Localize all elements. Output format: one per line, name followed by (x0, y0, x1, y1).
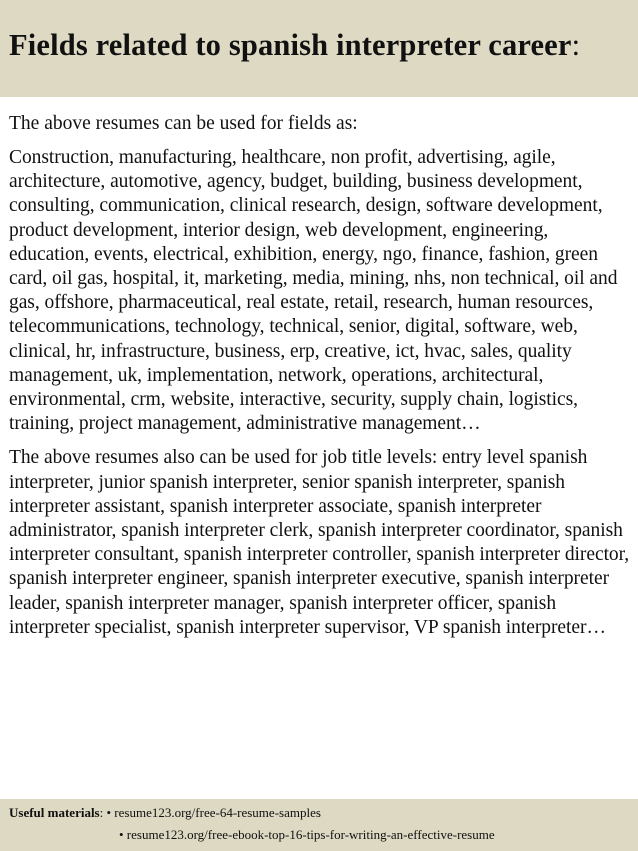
resource-link-ebook[interactable]: • resume123.org/free-ebook-top-16-tips-for-writing-an-effective-resume (119, 827, 495, 842)
footer-row (9, 802, 321, 824)
label-separator: : (99, 805, 107, 820)
useful-materials-footer (0, 799, 638, 851)
page-title (9, 26, 638, 64)
page-title-text: Fields related to spanish interpreter career (9, 28, 572, 62)
useful-materials-label: Useful materials (9, 805, 100, 820)
fields-paragraph: Construction, manufacturing, healthcare, non profit, advertising, agile, architecture, automotive, agency, budget, building, business development, consulting, communication, clinical research, design, software development, product development, interior design, web development, engineering, education, events, electrical, exhibition, energy, ngo, finance, fashion, green card, oil gas, hospital, it, marketing, media, mining, nhs, non technical, oil and gas, offshore, pharmaceutical, real estate, retail, research, human resources, telecommunications, technology, technical, senior, digital, software, web, clinical, hr, infrastructure, business, erp, creative, ict, hvac, sales, quality management, uk, implementation, network, operations, architectural, environmental, crm, website, interactive, security, supply chain, logistics, training, project management, administrative management… (9, 147, 618, 435)
main-content (9, 112, 633, 640)
intro-text: The above resumes can be used for fields as: (9, 113, 358, 134)
job-levels-paragraph: The above resumes also can be used for job title levels: entry level spanish interpreter, junior spanish interpreter, senior spanish interpreter, spanish interpreter assistant, spanish interpreter associate, spanish interpreter administrator, spanish interpreter clerk, spanish interpreter coordinator, spanish interpreter consultant, spanish interpreter controller, spanish interpreter director, spanish interpreter engineer, spanish interpreter executive, spanish interpreter leader, spanish interpreter manager, spanish interpreter officer, spanish interpreter specialist, spanish interpreter supervisor, VP spanish interpreter… (9, 447, 630, 638)
title-banner (0, 0, 638, 97)
page-title-colon: : (571, 28, 581, 62)
resource-link-samples[interactable]: • resume123.org/free-64-resume-samples (106, 805, 321, 820)
footer-row (119, 824, 495, 846)
